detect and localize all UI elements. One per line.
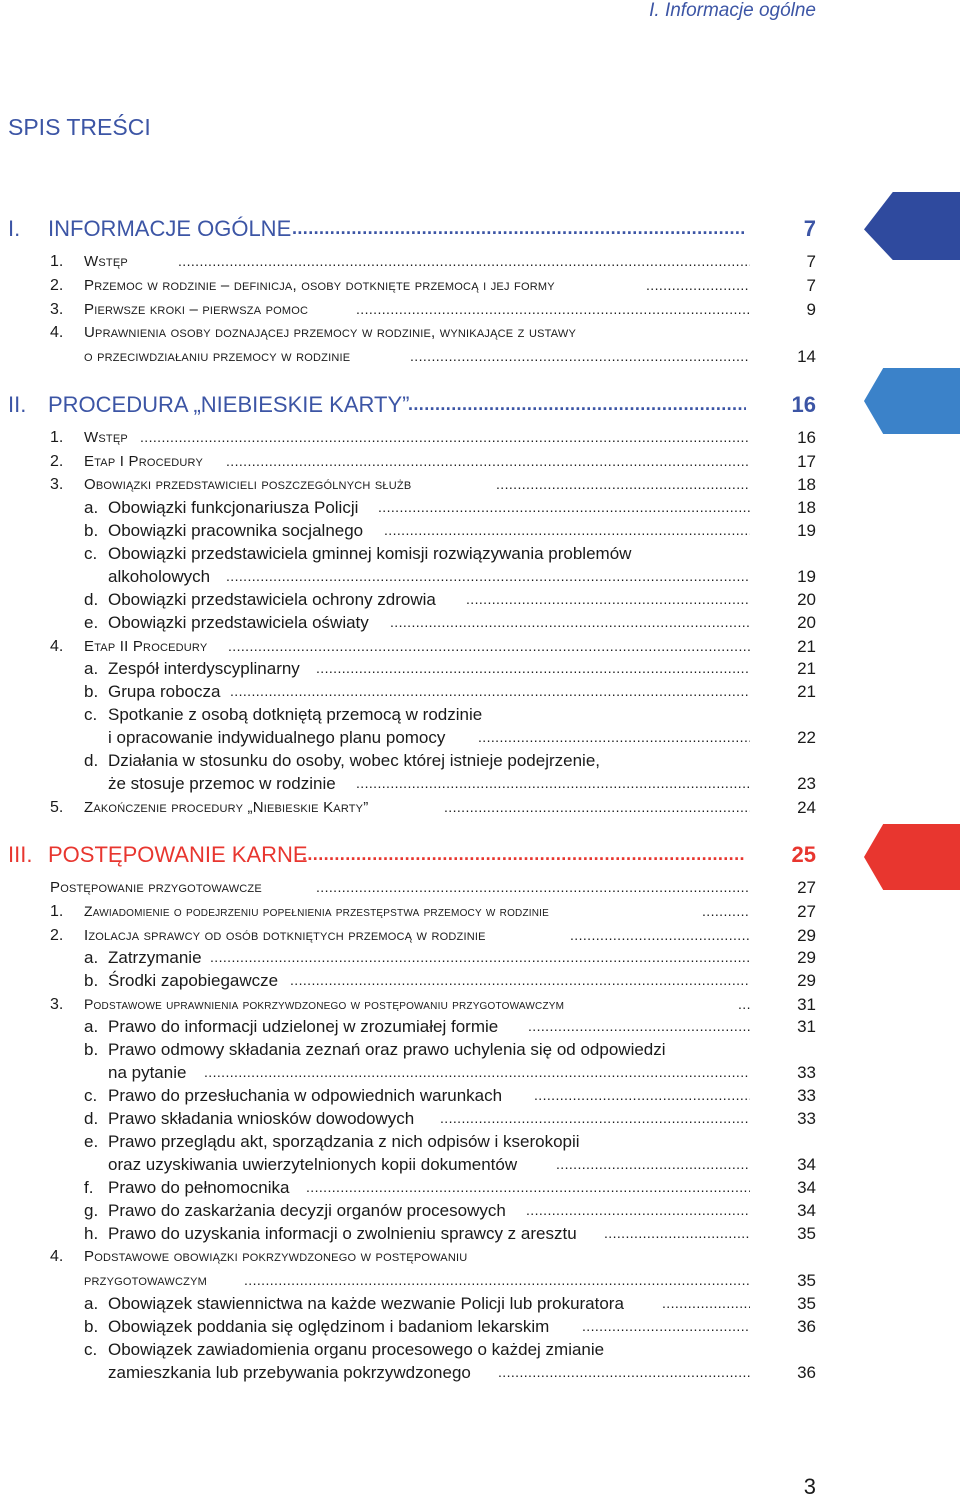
entry-page: 29 [797,971,816,990]
toc-entry[interactable] [0,926,960,948]
leader-dots [204,1064,750,1084]
entry-page: 24 [797,798,816,817]
entry-title: Prawo odmowy składania zeznań oraz prawo uchylenia się od odpowiedzi [108,1040,666,1059]
leader-dots [390,614,750,634]
entry-title: Prawo składania wniosków dowodowych [108,1109,415,1128]
toc-subentry[interactable] [0,705,960,727]
entry-letter: b. [84,521,99,540]
entry-letter: a. [84,659,99,678]
entry-number: 3. [50,301,64,318]
entry-page: 29 [797,926,816,945]
entry-title: Etap I Procedury [84,453,204,470]
entry-title: Środki zapobiegawcze [108,971,279,990]
entry-title: Przemoc w rodzinie – definicja, osoby dotknięte przemocą i jej formy [84,277,555,294]
leader-dots [444,799,750,819]
toc-subentry[interactable] [0,1040,960,1062]
entry-number: 2. [50,277,64,294]
entry-number: 1. [50,429,64,446]
entry-page: 7 [806,252,816,271]
entry-page: 31 [797,1017,816,1036]
leader-dots [290,972,750,992]
leader-dots [556,1156,750,1176]
entry-title: Prawo przeglądu akt, sporządzania z nich odpisów i kserokopii [108,1132,580,1151]
section-title: POSTĘPOWANIE KARNE [48,842,308,867]
entry-number: 4. [50,1248,64,1265]
entry-page: 21 [797,682,816,701]
toc-subentry-continued[interactable] [0,1363,960,1385]
leader-dots [604,1225,750,1245]
entry-title: Obowiązki pracownika socjalnego [108,521,364,540]
toc-subentry-continued[interactable] [0,774,960,796]
leader-dots [316,660,750,680]
entry-title: Obowiązek zawiadomienia organu procesowego o każdej zmianie [108,1340,605,1359]
toc-entry[interactable] [0,1247,960,1269]
toc-entry[interactable] [0,323,960,345]
entry-title: przygotowawczym [84,1272,207,1289]
entry-letter: c. [84,1086,98,1105]
toc-subentry[interactable] [0,948,960,970]
entry-page: 34 [797,1178,816,1197]
entry-page: 22 [797,728,816,747]
toc-subentry[interactable] [0,659,960,681]
section-title: PROCEDURA „NIEBIESKIE KARTY” [48,392,410,417]
section-page: 16 [791,392,816,417]
entry-page: 7 [806,276,816,295]
entry-number: 2. [50,927,64,944]
leader-dots [316,879,750,899]
entry-letter: e. [84,1132,99,1151]
entry-page: 29 [797,948,816,967]
entry-title: zamieszkania lub przebywania pokrzywdzonego [108,1363,471,1382]
leader-dots [570,927,750,947]
leader-dots [356,301,750,321]
entry-page: 19 [797,521,816,540]
leader-dots [244,1272,750,1292]
entry-letter: f. [84,1178,94,1197]
entry-title: na pytanie [108,1063,187,1082]
entry-letter: c. [84,544,98,563]
page-number: 3 [803,1474,816,1499]
toc-subentry-continued[interactable] [0,567,960,589]
entry-page: 23 [797,774,816,793]
entry-title: Obowiązek stawiennictwa na każde wezwanie Policji lub prokuratora [108,1294,624,1313]
entry-title: Wstęp [84,253,128,270]
entry-letter: c. [84,1340,98,1359]
entry-number: 3. [50,476,64,493]
leader-dots [228,638,750,658]
toc-subentry[interactable] [0,1109,960,1131]
entry-page: 36 [797,1317,816,1336]
entry-title: Zespół interdyscyplinarny [108,659,300,678]
toc-subentry-continued[interactable] [0,1155,960,1177]
entry-title: Postępowanie przygotowawcze [50,879,262,896]
entry-page: 21 [797,637,816,656]
section-page: 7 [803,216,816,241]
leader-dots [646,277,750,297]
entry-page: 27 [797,902,816,921]
entry-title: Prawo do pełnomocnika [108,1178,290,1197]
entry-page: 20 [797,613,816,632]
entry-page: 14 [797,347,816,366]
entry-title: Prawo do uzyskania informacji o zwolnieniu sprawcy z aresztu [108,1224,577,1243]
entry-page: 34 [797,1201,816,1220]
entry-page: 17 [797,452,816,471]
toc-section-2[interactable] [0,392,960,417]
toc-subentry[interactable] [0,971,960,993]
toc-subentry-continued[interactable] [0,1063,960,1085]
entry-letter: d. [84,1109,99,1128]
entry-page: 36 [797,1363,816,1382]
entry-number: 1. [50,903,64,920]
entry-number: 2. [50,453,64,470]
toc-section-3[interactable] [0,842,960,867]
entry-title: Podstawowe obowiązki pokrzywdzonego w postępowaniu [84,1248,468,1265]
entry-page: 21 [797,659,816,678]
toc-subentry[interactable] [0,1201,960,1223]
section-number: I. [8,216,21,241]
entry-page: 35 [797,1271,816,1290]
entry-title: Zatrzymanie [108,948,202,967]
leader-dots [528,1018,750,1038]
entry-letter: b. [84,682,99,701]
entry-number: 4. [50,638,64,655]
toc-subentry[interactable] [0,521,960,543]
leader-dots [408,394,746,418]
entry-title: Prawo do zaskarżania decyzji organów procesowych [108,1201,506,1220]
entry-title: Obowiązki przedstawiciela ochrony zdrowia [108,590,436,609]
toc-subentry[interactable] [0,590,960,612]
leader-dots [384,522,750,542]
leader-dots [292,218,746,242]
leader-dots [662,1295,750,1315]
toc-subentry[interactable] [0,1224,960,1246]
section-page: 25 [791,842,816,867]
entry-letter: a. [84,948,99,967]
leader-dots [440,1110,750,1130]
toc-entry[interactable] [0,902,960,924]
leader-dots [178,253,750,273]
entry-title: Izolacja sprawcy od osób dotkniętych przemocą w rodzinie [84,927,486,944]
entry-letter: a. [84,1017,99,1036]
entry-title: Podstawowe uprawnienia pokrzywdzonego w postępowaniu przygotowawczym [84,996,565,1012]
entry-letter: g. [84,1201,99,1220]
entry-letter: d. [84,751,99,770]
entry-title: Wstęp [84,429,128,446]
entry-letter: a. [84,498,99,517]
entry-title: o przeciwdziałaniu przemocy w rodzinie [84,348,351,365]
entry-page: 35 [797,1294,816,1313]
entry-title: Działania w stosunku do osoby, wobec której istnieje podejrzenie, [108,751,601,770]
leader-dots [226,568,750,588]
entry-title: Zakończenie procedury „Niebieskie Karty” [84,799,369,816]
leader-dots [306,1179,750,1199]
entry-number: 5. [50,799,64,816]
section-number: II. [8,392,27,417]
toc-subentry-continued[interactable] [0,728,960,750]
toc-entry[interactable] [0,878,960,900]
toc-entry[interactable] [0,276,960,298]
entry-title: Uprawnienia osoby doznającej przemocy w rodzinie, wynikające z ustawy [84,324,576,341]
entry-page: 34 [797,1155,816,1174]
entry-letter: h. [84,1224,99,1243]
running-header: I. Informacje ogólne [649,0,816,21]
toc-subentry[interactable] [0,1132,960,1154]
toc-entry[interactable] [0,798,960,820]
entry-page: 35 [797,1224,816,1243]
entry-title: Spotkanie z osobą dotkniętą przemocą w rodzinie [108,705,483,724]
toc-subentry[interactable] [0,498,960,520]
leader-dots [210,949,750,969]
entry-title: że stosuje przemoc w rodzinie [108,774,336,793]
entry-number: 4. [50,324,64,341]
entry-page: 33 [797,1109,816,1128]
toc-entry-continued[interactable] [0,1271,960,1293]
entry-title: Pierwsze kroki – pierwsza pomoc [84,301,309,318]
entry-letter: b. [84,1317,99,1336]
toc-subentry[interactable] [0,1340,960,1362]
entry-number: 3. [50,996,64,1013]
toc-subentry[interactable] [0,1086,960,1108]
leader-dots [478,729,750,749]
entry-title: Obowiązki przedstawiciela gminnej komisji rozwiązywania problemów [108,544,632,563]
toc-entry[interactable] [0,637,960,659]
entry-title: alkoholowych [108,567,211,586]
leader-dots [302,844,744,868]
leader-dots [356,775,750,795]
leader-dots [410,348,750,368]
toc-subentry[interactable] [0,544,960,566]
entry-number: 1. [50,253,64,270]
leader-dots [496,476,750,496]
toc-entry[interactable] [0,252,960,274]
entry-title: Prawo do informacji udzielonej w zrozumiałej formie [108,1017,499,1036]
entry-title: oraz uzyskiwania uwierzytelnionych kopii dokumentów [108,1155,518,1174]
toc-subentry[interactable] [0,751,960,773]
entry-letter: b. [84,971,99,990]
entry-page: 31 [797,995,816,1014]
toc-entry[interactable] [0,475,960,497]
entry-title: Obowiązek poddania się oględzinom i badaniom lekarskim [108,1317,550,1336]
toc-subentry[interactable] [0,613,960,635]
entry-title: Grupa robocza [108,682,221,701]
entry-page: 20 [797,590,816,609]
section-number: III. [8,842,33,867]
entry-page: 16 [797,428,816,447]
toc-subentry[interactable] [0,1017,960,1039]
entry-letter: c. [84,705,98,724]
entry-title: Prawo do przesłuchania w odpowiednich warunkach [108,1086,503,1105]
toc-entry[interactable] [0,300,960,322]
leader-dots [738,996,750,1016]
entry-page: 18 [797,475,816,494]
toc-entry[interactable] [0,428,960,450]
entry-title: Zawiadomienie o podejrzeniu popełnienia przestępstwa przemocy w rodzinie [84,903,550,919]
leader-dots [498,1364,750,1384]
entry-page: 33 [797,1086,816,1105]
toc-entry[interactable] [0,452,960,474]
entry-title: Obowiązki funkcjonariusza Policji [108,498,359,517]
toc-section-1[interactable] [0,216,960,241]
leader-dots [226,453,750,473]
entry-title: Obowiązki przedstawiciela oświaty [108,613,369,632]
entry-letter: b. [84,1040,99,1059]
leader-dots [534,1087,750,1107]
entry-title: i opracowanie indywidualnego planu pomocy [108,728,446,747]
entry-letter: a. [84,1294,99,1313]
entry-title: Etap II Procedury [84,638,208,655]
section-title: INFORMACJE OGÓLNE [48,216,292,241]
toc-subentry[interactable] [0,1317,960,1339]
leader-dots [378,499,750,519]
entry-page: 33 [797,1063,816,1082]
leader-dots [466,591,750,611]
entry-page: 9 [806,300,816,319]
toc-entry-continued[interactable] [0,347,960,369]
entry-title: Obowiązki przedstawicieli poszczególnych służb [84,476,412,493]
leader-dots [230,683,750,703]
entry-page: 18 [797,498,816,517]
toc-subentry[interactable] [0,1178,960,1200]
leader-dots [702,903,750,923]
toc-subentry[interactable] [0,1294,960,1316]
toc-title: SPIS TREŚCI [8,114,151,140]
toc-entry[interactable] [0,995,960,1017]
leader-dots [582,1318,750,1338]
leader-dots [526,1202,750,1222]
entry-page: 27 [797,878,816,897]
entry-letter: d. [84,590,99,609]
toc-subentry[interactable] [0,682,960,704]
entry-page: 19 [797,567,816,586]
entry-letter: e. [84,613,99,632]
leader-dots [140,429,750,449]
